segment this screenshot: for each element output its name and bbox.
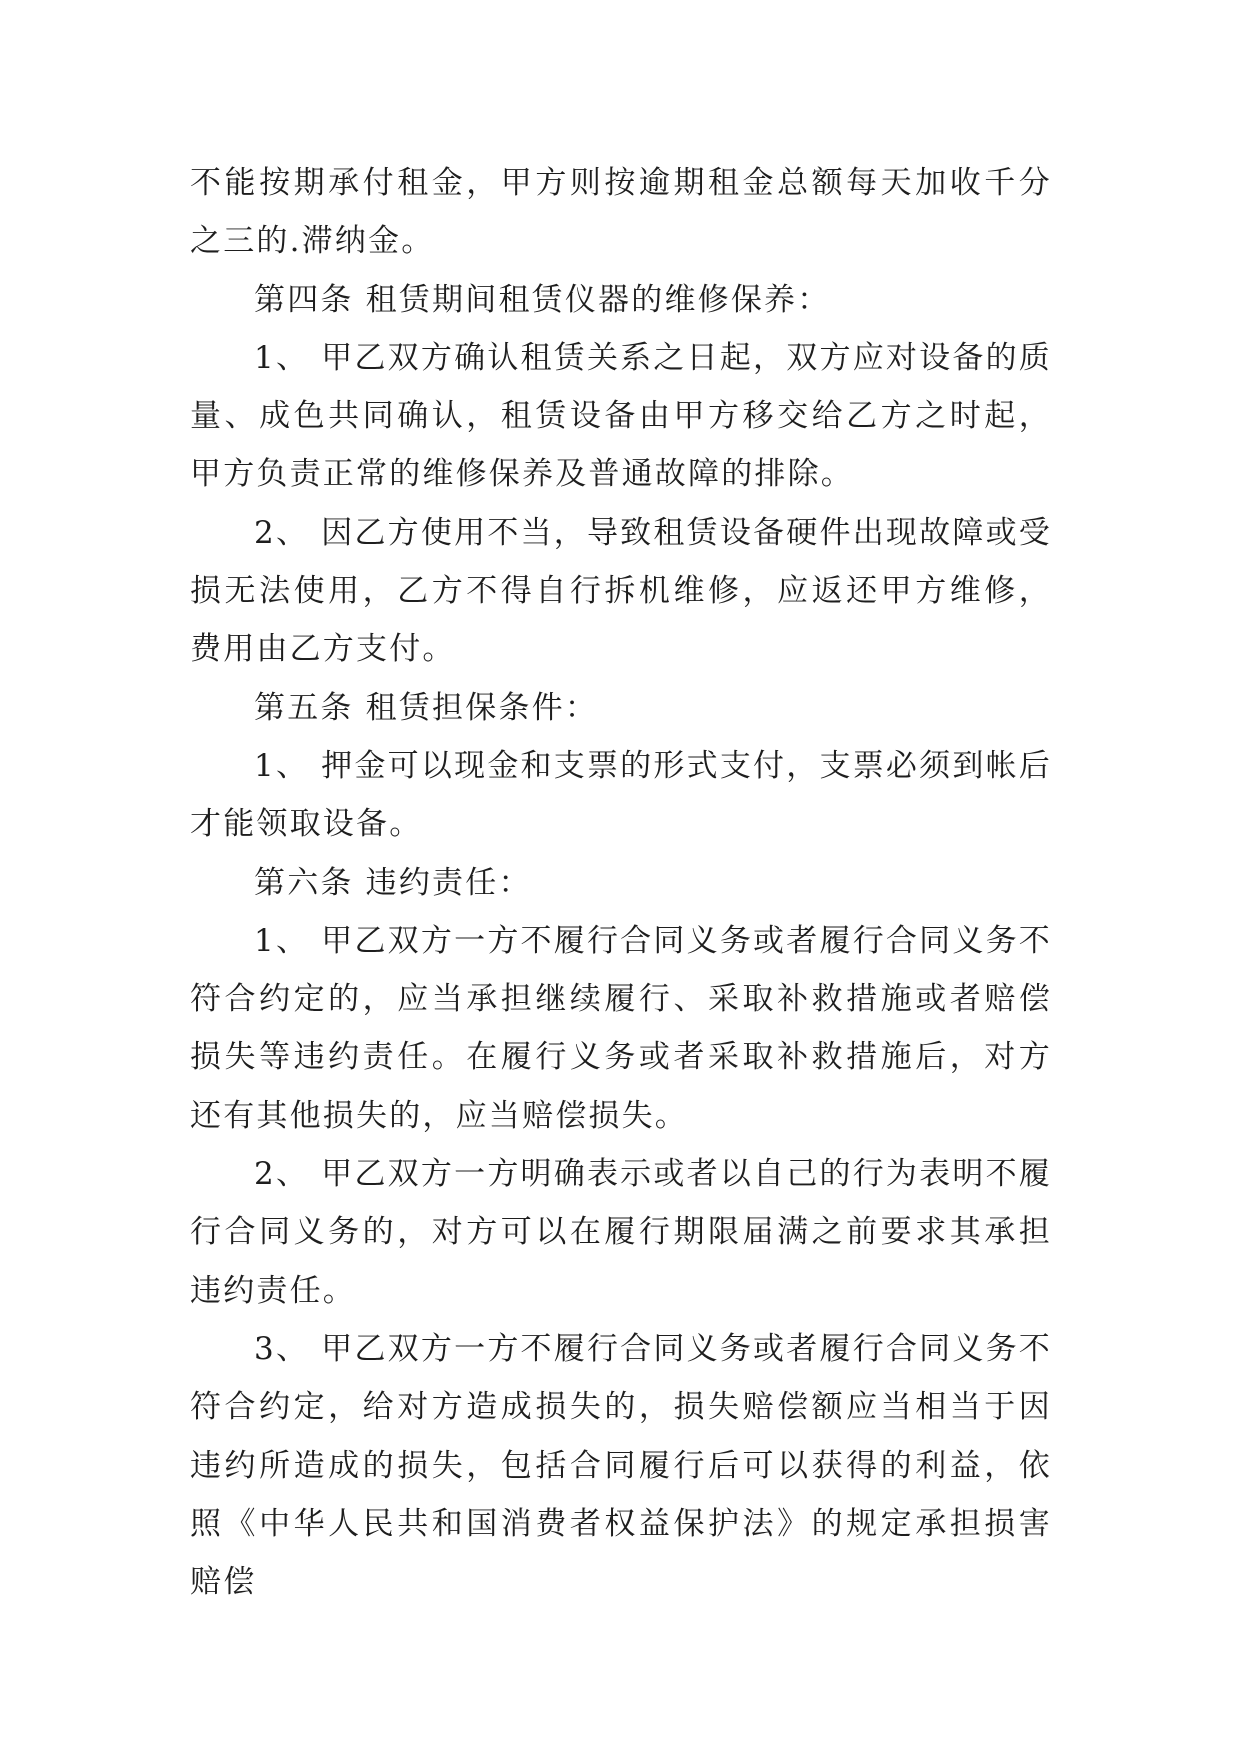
article-5-clause-1: 1、 押金可以现金和支票的形式支付，支票必须到帐后才能领取设备。 (190, 747, 1052, 843)
article-4-clause-2: 2、 因乙方使用不当，导致租赁设备硬件出现故障或受损无法使用，乙方不得自行拆机维修，应返还甲方维修，费用由乙方支付。 (190, 514, 1052, 668)
article-6-clause-2: 2、 甲乙双方一方明确表示或者以自己的行为表明不履行合同义务的，对方可以在履行期限届满之前要求其承担违约责任。 (190, 1156, 1052, 1309)
article-5-heading: 第五条 租赁担保条件： (254, 689, 599, 726)
paragraph-continuation: 不能按期承付租金，甲方则按逾期租金总额每天加收千分之三的.滞纳金。 (190, 165, 1052, 260)
article-6-clause-1: 1、 甲乙双方一方不履行合同义务或者履行合同义务不符合约定的，应当承担继续履行、采取补救措施或者赔偿损失等违约责任。在履行义务或者采取补救措施后，对方还有其他损失的，应当赔偿损失。 (190, 922, 1052, 1134)
article-4-heading: 第四条 租赁期间租赁仪器的维修保养： (254, 281, 831, 318)
article-4-clause-1: 1、 甲乙双方确认租赁关系之日起，双方应对设备的质量、成色共同确认，租赁设备由甲方移交给乙方之时起，甲方负责正常的维修保养及普通故障的排除。 (190, 339, 1052, 493)
document-page (190, 154, 1052, 1611)
article-6-heading: 第六条 违约责任： (254, 864, 532, 901)
article-6-clause-3: 3、 甲乙双方一方不履行合同义务或者履行合同义务不符合约定，给对方造成损失的，损失赔偿额应当相当于因违约所造成的损失，包括合同履行后可以获得的利益，依照《中华人民共和国消费者权益保护法》的规定承担损害赔偿 (190, 1330, 1052, 1601)
